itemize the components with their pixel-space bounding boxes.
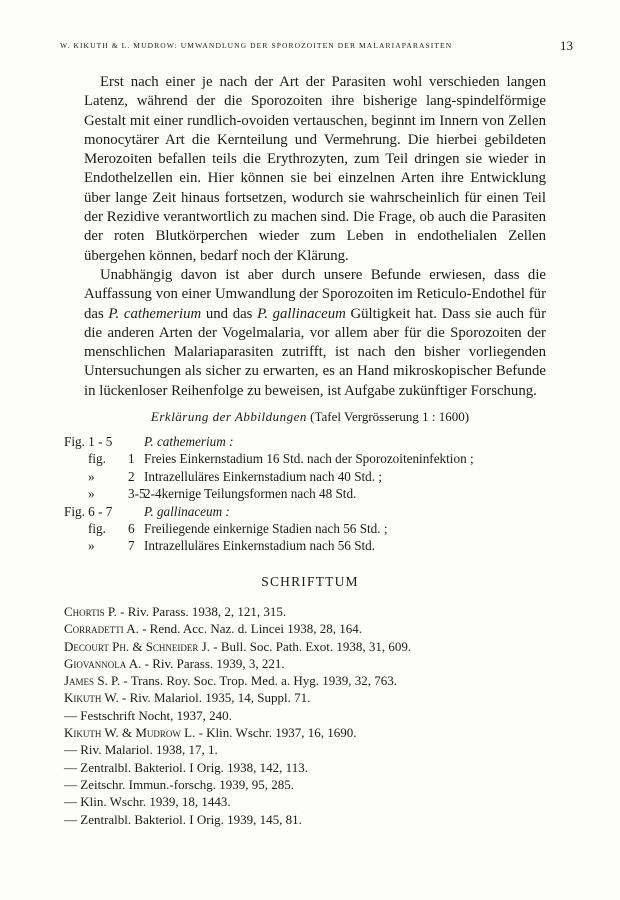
ref-text: — Zeitschr. Immun.-forschg. 1939, 95, 285. [64, 776, 294, 792]
reference-list [64, 603, 564, 828]
ref-author: Corradetti A. [64, 621, 139, 637]
ref-text: — Festschrift Nocht, 1937, 240. [64, 707, 232, 723]
fig-label: fig. [88, 451, 106, 467]
ref-text: — Klin. Wschr. 1939, 18, 1443. [64, 794, 231, 810]
figure-row [64, 468, 564, 485]
ref-text: - Riv. Malariol. 1935, 14, Suppl. 71. [118, 690, 311, 706]
ref-author: Kikuth W. [64, 690, 119, 706]
fig-num: 7 [128, 538, 135, 554]
p2-pre: Unabhängig davon ist aber durch unsere Befunde erwiesen, dass die Auffassung von einer Umwandlung der Sporozoiten im Reticulo-Endothel für das [84, 266, 546, 322]
figure-row [64, 485, 564, 502]
reference [64, 689, 564, 706]
running-header: W. KIKUTH & L. MUDROW: UMWANDLUNG DER SPOROZOITEN DER MALARIAPARASITEN [60, 41, 453, 50]
fig-num: 6 [128, 520, 135, 536]
reference [64, 638, 564, 655]
fig-text: Freiliegende einkernige Stadien nach 56 Std. ; [144, 520, 388, 536]
ref-author: Giovannola A. [64, 655, 142, 671]
p2-post: Gültigkeit hat. Dass sie auch für die anderen Arten der Vogelmalaria, vor allem aber für die Sporozoiten der menschlichen Malariaparasiten zutrifft, ist nach den bisher vorliegenden Untersuchungen als sicher zu erwarten, es an Hand mikroskopischer Befunde in lückenloser Reihenfolge zu beweisen, ist Aufgabe zukünftiger Forschung. [84, 305, 546, 399]
paragraph-1: Erst nach einer je nach der Art der Parasiten wohl verschieden langen Latenz, während der die Sporozoiten ihre bisherige lang-spindelförmige Gestalt mit einer rundlich-ovoiden vertauschen, beginnt im Innern von Zellen monocytärer Art die Kernteilung und Vermehrung. Die hierbei gebildeten Merozoiten befallen teils die Erythrozyten, zum Teil dringen sie wieder in Endothelzellen ein. Hier können sie bei einzelnen Arten ihre Entwicklung über lange Zeit hinaus fortsetzen, wodurch sie wahrscheinlich für einen Teil der Rezidive verantwortlich zu machen sind. Die Frage, ob auch die Parasiten der roten Blutkörperchen wieder zum Leben in endothelialen Zellen übergehen können, bedarf noch der Klärung. [84, 74, 546, 264]
fig-label: » [88, 468, 95, 484]
species-gallinaceum: P. gallinaceum [257, 305, 346, 322]
ref-author: James S. P. [64, 673, 121, 689]
fig-label: fig. [88, 520, 106, 536]
fig-num: 1 [128, 451, 135, 467]
ref-text: — Riv. Malariol. 1938, 17, 1. [64, 742, 218, 758]
fig-label: » [88, 486, 95, 502]
reference [64, 655, 564, 672]
fig-text: Intrazelluläres Einkernstadium nach 56 Std. [144, 538, 376, 554]
reference [64, 603, 564, 620]
ref-author: Chortis P. [64, 604, 117, 619]
ref-text: - Rend. Acc. Naz. d. Lincei 1938, 28, 164. [138, 621, 362, 637]
fig-label: Fig. 1 - 5 [64, 434, 113, 449]
reference [64, 707, 564, 724]
reference [64, 776, 564, 793]
ref-author: Decourt Ph. & Schneider J. [64, 638, 210, 654]
ref-text: - Trans. Roy. Soc. Trop. Med. a. Hyg. 1939, 32, 763. [120, 673, 397, 689]
figure-group-row [64, 433, 564, 450]
fig-num: 2 [128, 468, 135, 484]
figure-row [64, 450, 564, 467]
reference [64, 672, 564, 689]
species-cathemerium: P. cathemerium [108, 305, 202, 322]
fig-num: 3-5 [128, 486, 146, 502]
fig-label: Fig. 6 - 7 [64, 503, 113, 519]
fig-text: P. cathemerium : [144, 434, 234, 449]
paragraph-2 [84, 266, 546, 401]
reference [64, 811, 564, 828]
figure-legend [64, 433, 564, 555]
ref-text: - Riv. Parass. 1939, 3, 221. [141, 655, 285, 671]
ref-text: - Riv. Parass. 1938, 2, 121, 315. [116, 604, 287, 619]
figure-row [64, 520, 564, 537]
page-number: 13 [560, 38, 573, 53]
fig-text: P. gallinaceum : [144, 503, 230, 519]
section-title: SCHRIFTTUM [261, 574, 359, 589]
ref-text: — Zentralbl. Bakteriol. I Orig. 1938, 142, 113. [64, 759, 308, 775]
body-text [84, 73, 546, 401]
fig-text: Freies Einkernstadium 16 Std. nach der Sporozoiteninfektion ; [144, 451, 474, 467]
ref-text: — Zentralbl. Bakteriol. I Orig. 1939, 145, 81. [64, 811, 302, 827]
fig-label: » [88, 538, 95, 554]
ref-text: - Klin. Wschr. 1937, 16, 1690. [195, 725, 357, 741]
p2-mid: und das [201, 305, 258, 322]
reference [64, 741, 564, 758]
fig-text: 2-4kernige Teilungsformen nach 48 Std. [144, 486, 357, 502]
reference [64, 793, 564, 810]
caption-italic: Erklärung der Abbildungen [150, 409, 307, 424]
fig-text: Intrazelluläres Einkernstadium nach 40 Std. ; [144, 468, 383, 484]
reference [64, 620, 564, 637]
ref-author: Kikuth W. & Mudrow L. [64, 725, 196, 741]
reference [64, 724, 564, 741]
figure-caption [0, 409, 620, 425]
ref-text: - Bull. Soc. Path. Exot. 1938, 31, 609. [209, 638, 412, 654]
caption-normal: (Tafel Vergrösserung 1 : 1600) [310, 409, 470, 424]
figure-row [64, 537, 564, 554]
figure-group-row [64, 503, 564, 520]
reference [64, 759, 564, 776]
